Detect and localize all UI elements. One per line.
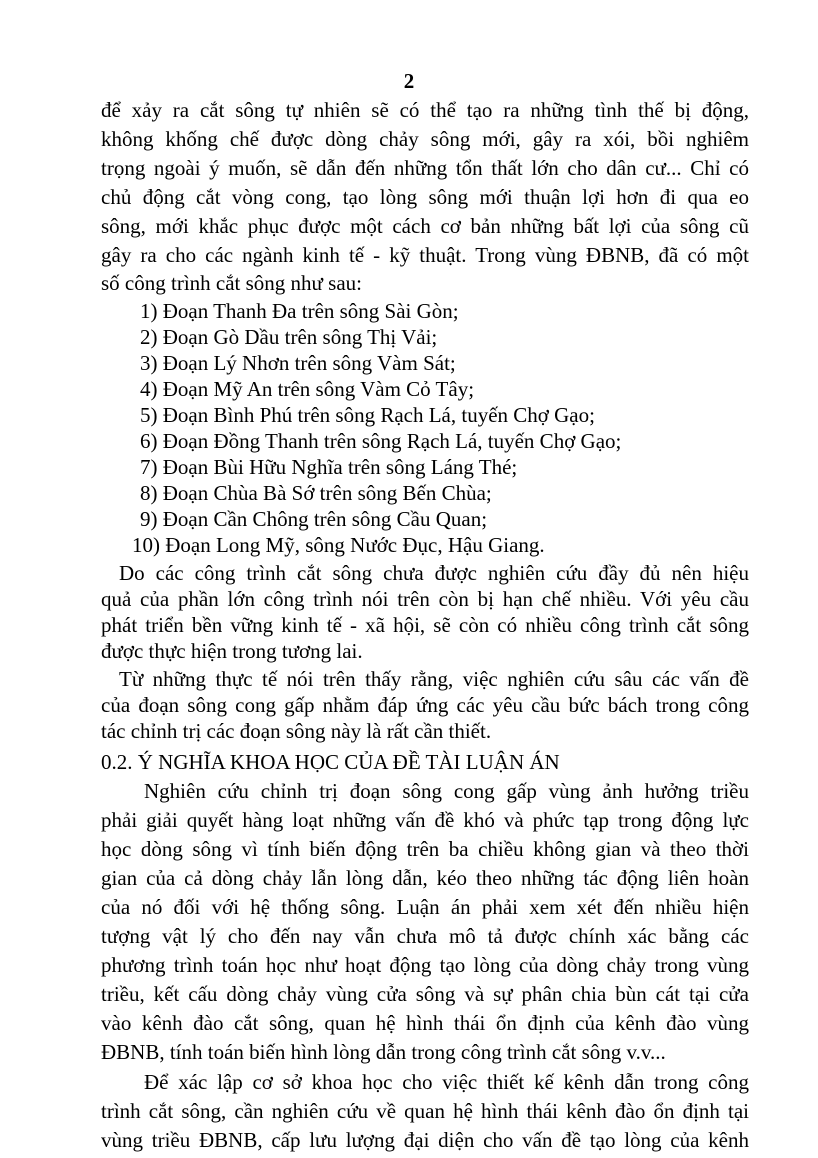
text-line: phải giải quyết hàng loạt những vấn đề khó và phức tạp trong động lực bbox=[101, 808, 749, 832]
text-line: để xảy ra cắt sông tự nhiên sẽ có thể tạo ra những tình thế bị động, bbox=[101, 98, 749, 122]
list-item: 2) Đoạn Gò Dầu trên sông Thị Vải; bbox=[140, 325, 438, 349]
section-heading: 0.2. Ý NGHĨA KHOA HỌC CỦA ĐỀ TÀI LUẬN ÁN bbox=[101, 750, 560, 774]
text-line: Từ những thực tế nói trên thấy rằng, việc nghiên cứu sâu các vấn đề bbox=[119, 667, 749, 691]
list-item: 8) Đoạn Chùa Bà Sớ trên sông Bến Chùa; bbox=[140, 481, 492, 505]
list-item: 3) Đoạn Lý Nhơn trên sông Vàm Sát; bbox=[140, 351, 456, 375]
text-line: ĐBNB, tính toán biến hình lòng dẫn trong công trình cắt sông v.v... bbox=[101, 1040, 666, 1064]
text-line: chủ động cắt vòng cong, tạo lòng sông mới thuận lợi hơn đi qua eo bbox=[101, 185, 749, 209]
text-line: tượng vật lý cho đến nay vẫn chưa mô tả được chính xác bằng các bbox=[101, 924, 749, 948]
text-line: vào kênh đào cắt sông, quan hệ hình thái ổn định của kênh đào vùng bbox=[101, 1011, 749, 1035]
list-item: 5) Đoạn Bình Phú trên sông Rạch Lá, tuyến Chợ Gạo; bbox=[140, 403, 595, 427]
text-line: không khống chế được dòng chảy sông mới, gây ra xói, bồi nghiêm bbox=[101, 127, 749, 151]
text-line: của nó đối với hệ thống sông. Luận án phải xem xét đến nhiều hiện bbox=[101, 895, 749, 919]
text-line: của đoạn sông cong gấp nhằm đáp ứng các yêu cầu bức bách trong công bbox=[101, 693, 749, 717]
list-item: 4) Đoạn Mỹ An trên sông Vàm Cỏ Tây; bbox=[140, 377, 475, 401]
text-line: triều, kết cấu dòng chảy vùng cửa sông và sự phân chia bùn cát tại cửa bbox=[101, 982, 749, 1006]
page-number: 2 bbox=[403, 69, 415, 93]
list-item: 1) Đoạn Thanh Đa trên sông Sài Gòn; bbox=[140, 299, 459, 323]
text-line: phương trình toán học như hoạt động tạo lòng của dòng chảy trong vùng bbox=[101, 953, 749, 977]
text-line: số công trình cắt sông như sau: bbox=[101, 271, 363, 295]
text-line: gây ra cho các ngành kinh tế - kỹ thuật. Trong vùng ĐBNB, đã có một bbox=[101, 243, 749, 267]
list-item: 6) Đoạn Đồng Thanh trên sông Rạch Lá, tuyến Chợ Gạo; bbox=[140, 429, 622, 453]
text-line: tác chỉnh trị các đoạn sông này là rất cần thiết. bbox=[101, 719, 492, 743]
text-line: Nghiên cứu chỉnh trị đoạn sông cong gấp vùng ảnh hưởng triều bbox=[144, 779, 749, 803]
text-line: Để xác lập cơ sở khoa học cho việc thiết kế kênh dẫn trong công bbox=[144, 1070, 749, 1094]
list-item: 7) Đoạn Bùi Hữu Nghĩa trên sông Láng Thé; bbox=[140, 455, 518, 479]
text-line: được thực hiện trong tương lai. bbox=[101, 639, 363, 663]
text-line: Do các công trình cắt sông chưa được nghiên cứu đầy đủ nên hiệu bbox=[119, 561, 749, 585]
text-line: phát triển bền vững kinh tế - xã hội, sẽ còn có nhiều công trình cắt sông bbox=[101, 613, 749, 637]
text-line: sông, mới khắc phục được một cách cơ bản những bất lợi của sông cũ bbox=[101, 214, 749, 238]
text-line: vùng triều ĐBNB, cấp lưu lượng đại diện cho vấn đề tạo lòng của kênh bbox=[101, 1128, 749, 1152]
text-line: trọng ngoài ý muốn, sẽ dẫn đến những tổn thất lớn cho dân cư... Chỉ có bbox=[101, 156, 749, 180]
text-line: học dòng sông vì tính biến động trên ba chiều không gian và theo thời bbox=[101, 837, 749, 861]
list-item: 10) Đoạn Long Mỹ, sông Nước Đục, Hậu Giang. bbox=[132, 533, 545, 557]
text-line: trình cắt sông, cần nghiên cứu về quan hệ hình thái kênh đào ổn định tại bbox=[101, 1099, 749, 1123]
list-item: 9) Đoạn Cần Chông trên sông Cầu Quan; bbox=[140, 507, 488, 531]
text-line: quả của phần lớn công trình nói trên còn bị hạn chế nhiều. Với yêu cầu bbox=[101, 587, 749, 611]
text-line: gian của cả dòng chảy lẫn lòng dẫn, kéo theo những tác động liên hoàn bbox=[101, 866, 749, 890]
